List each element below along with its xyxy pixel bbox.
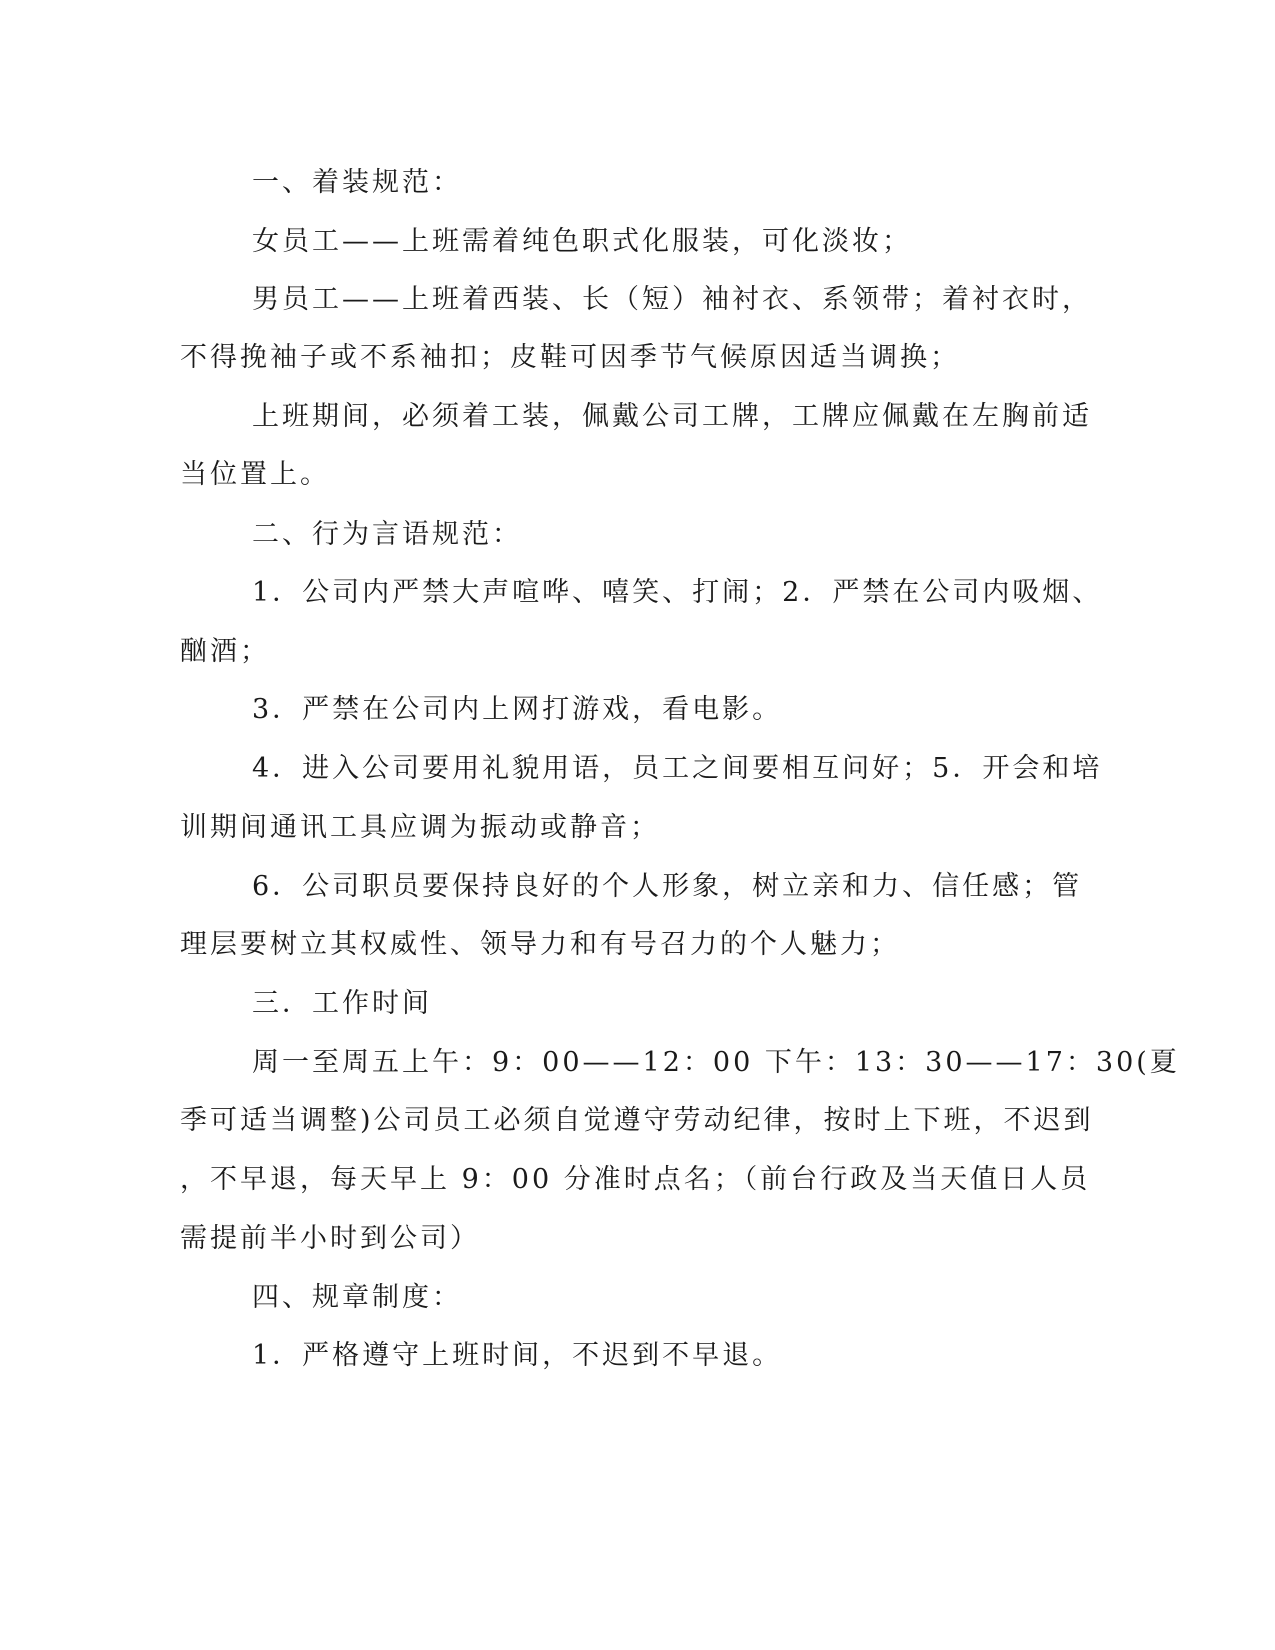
paragraph-line: 季可适当调整)公司员工必须自觉遵守劳动纪律，按时上下班，不迟到 [180, 1105, 1094, 1136]
section-heading-conduct: 二、行为言语规范： [252, 519, 522, 550]
section-heading-rules: 四、规章制度： [252, 1282, 462, 1313]
paragraph-line: 酗酒； [180, 636, 270, 667]
paragraph-line: 1．严格遵守上班时间，不迟到不早退。 [252, 1340, 783, 1371]
paragraph-line: 训期间通讯工具应调为振动或静音； [180, 812, 660, 843]
paragraph-line: 4．进入公司要用礼貌用语，员工之间要相互问好；5．开会和培 [252, 753, 1103, 784]
paragraph-line: ，不早退，每天早上 9：00 分准时点名；（前台行政及当天值日人员 [180, 1164, 1091, 1195]
paragraph-line: 男员工——上班着西装、长（短）袖衬衣、系领带；着衬衣时， [252, 284, 1092, 315]
section-heading-work-hours: 三．工作时间 [252, 988, 432, 1019]
paragraph-line: 上班期间，必须着工装，佩戴公司工牌，工牌应佩戴在左胸前适 [252, 401, 1092, 432]
section-heading-dress-code: 一、着装规范： [252, 167, 462, 198]
paragraph-line: 周一至周五上午：9：00——12：00 下午：13：30——17：30(夏 [252, 1047, 1180, 1078]
paragraph-line: 6．公司职员要保持良好的个人形象，树立亲和力、信任感；管 [252, 871, 1083, 902]
paragraph-line: 理层要树立其权威性、领导力和有号召力的个人魅力； [180, 929, 900, 960]
paragraph-line: 3．严禁在公司内上网打游戏，看电影。 [252, 694, 783, 725]
paragraph-line: 1．公司内严禁大声喧哗、嘻笑、打闹；2．严禁在公司内吸烟、 [252, 577, 1103, 608]
paragraph-line: 不得挽袖子或不系袖扣；皮鞋可因季节气候原因适当调换； [180, 342, 960, 373]
paragraph-line: 女员工——上班需着纯色职式化服装，可化淡妆； [252, 226, 912, 257]
paragraph-line: 当位置上。 [180, 459, 330, 490]
paragraph-line: 需提前半小时到公司） [180, 1223, 480, 1254]
